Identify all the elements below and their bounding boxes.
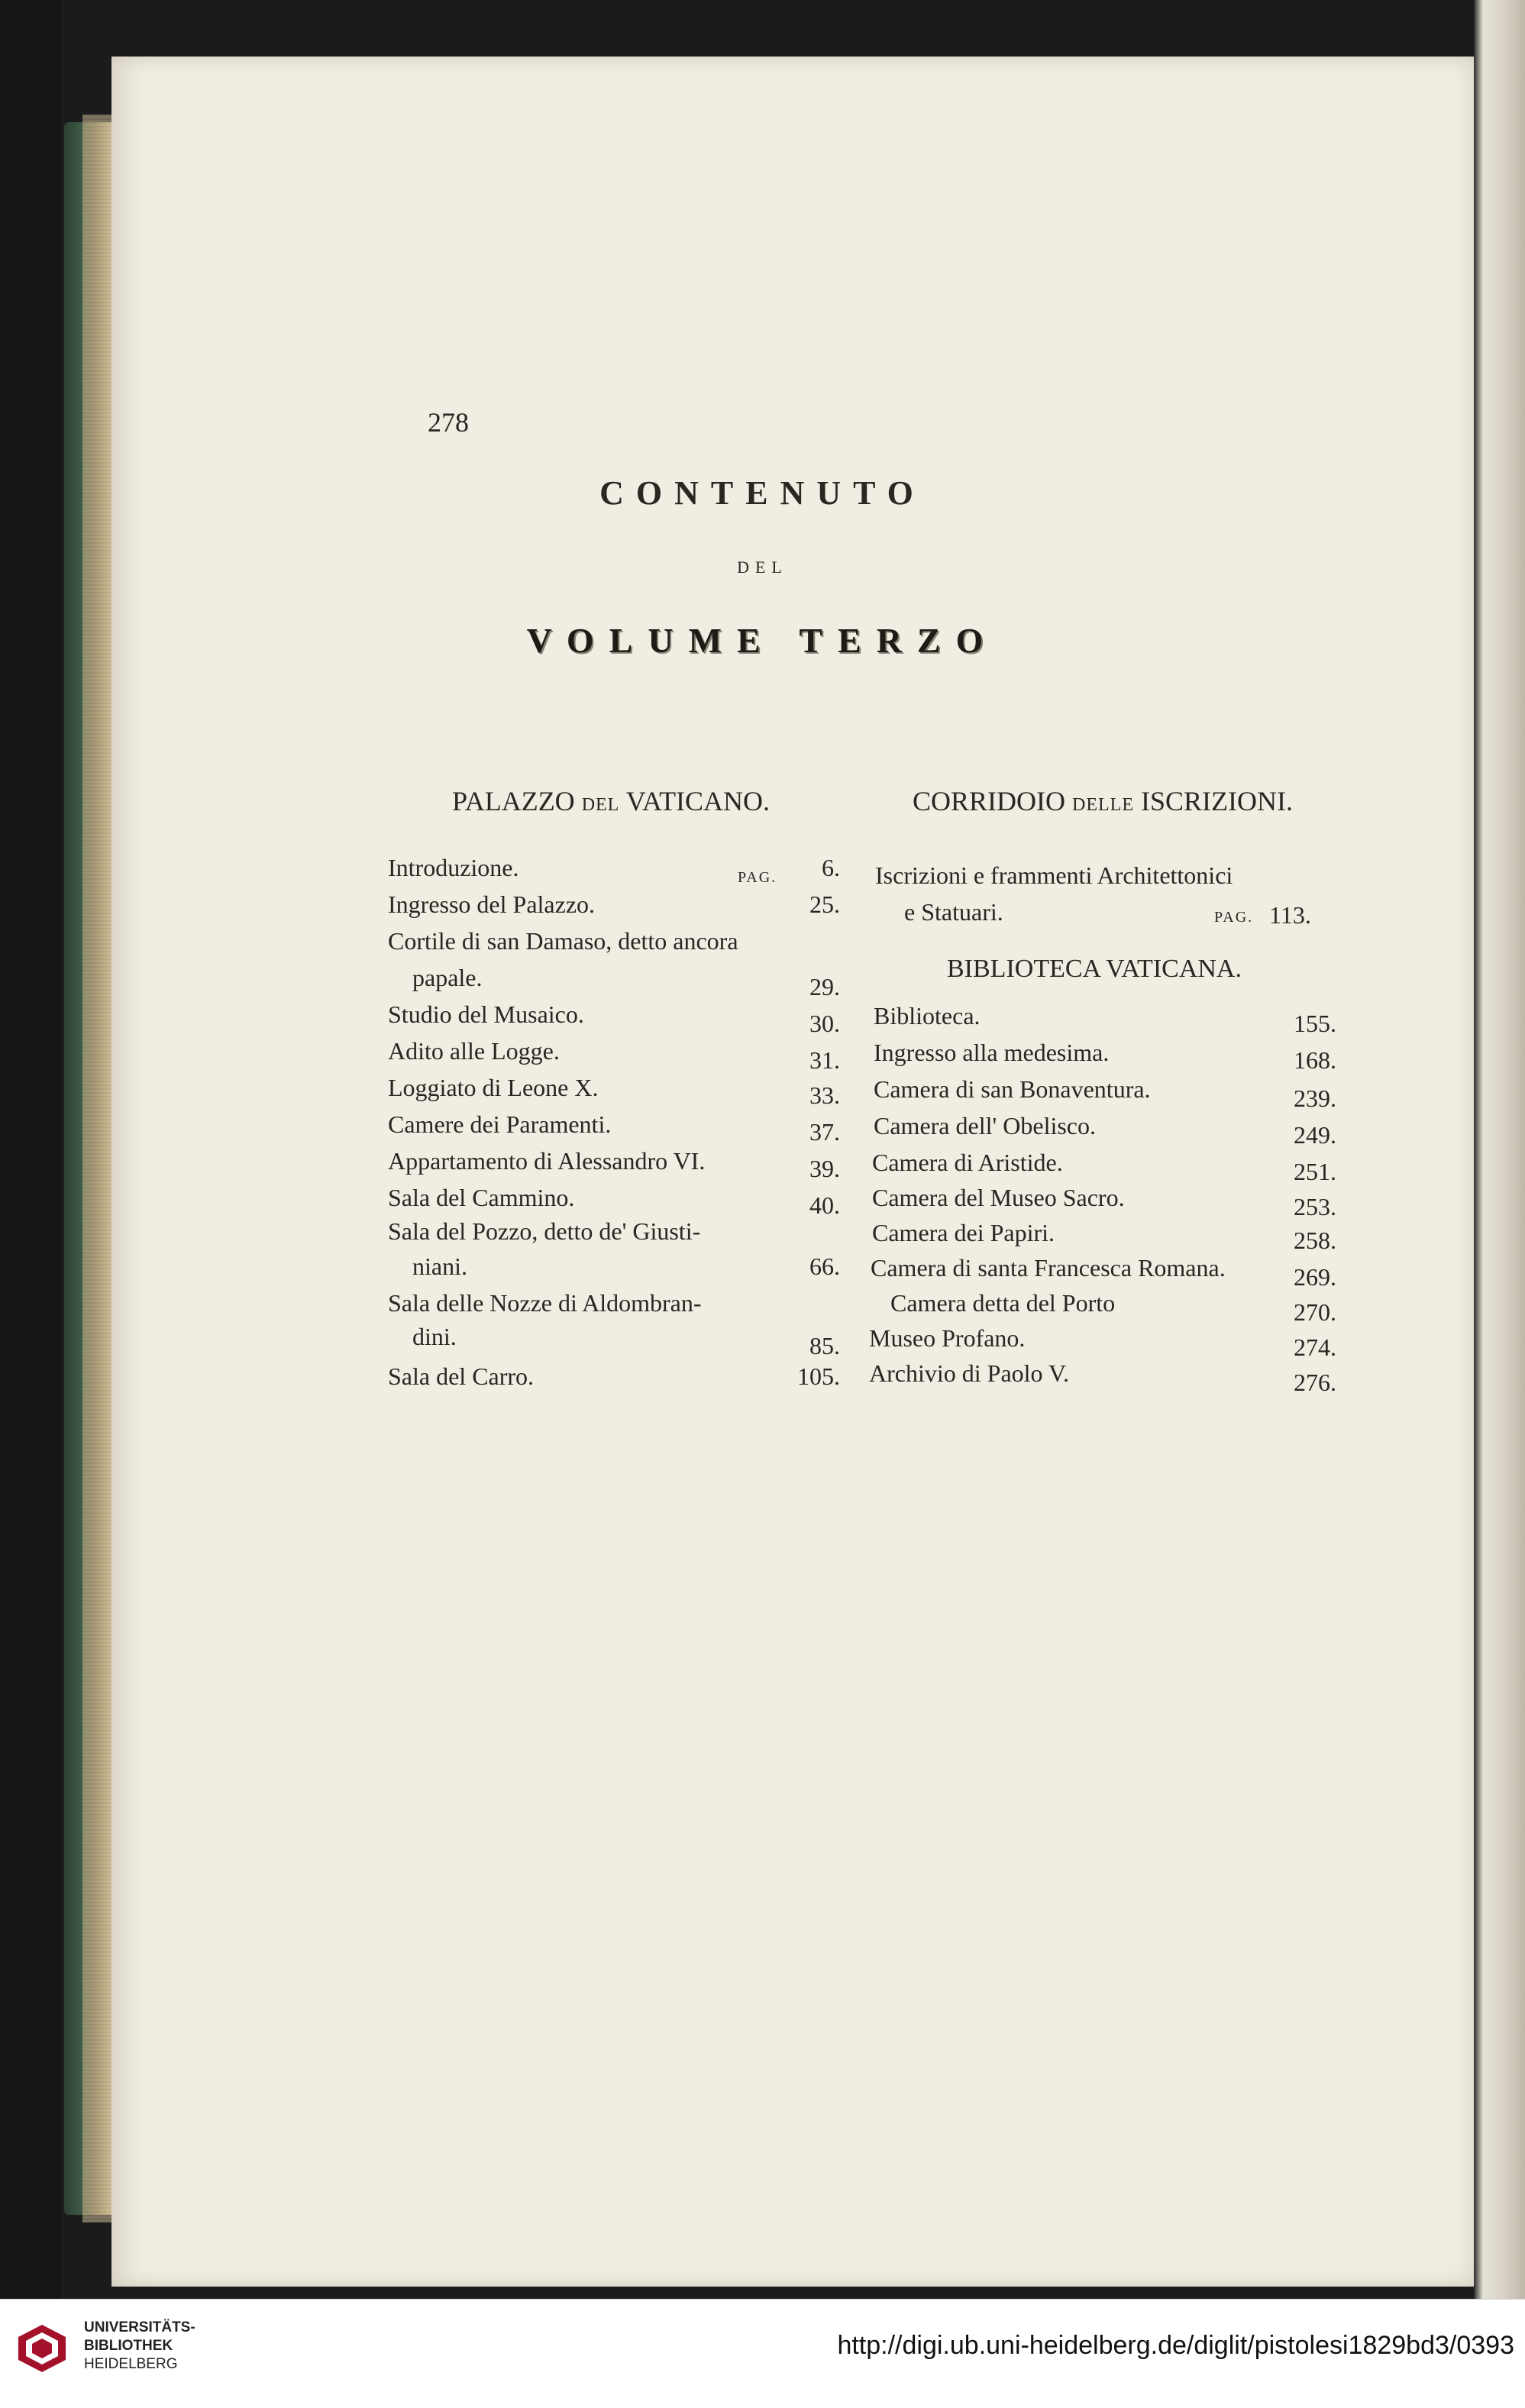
left-entry-page: 6. [822, 854, 840, 881]
left-entry-text: Sala del Carro. [388, 1362, 535, 1390]
right-entry-text: Camera di santa Francesca Romana. [871, 1254, 1226, 1282]
left-entry-page: 39. [809, 1155, 840, 1182]
right-entry-text: Camera di Aristide. [872, 1149, 1063, 1176]
right-entry-text: Camera di san Bonaventura. [874, 1075, 1151, 1103]
right-entry-page: 270. [1294, 1298, 1336, 1326]
right-entry-page: 155. [1294, 1010, 1336, 1037]
right-entry-page: 168. [1294, 1046, 1336, 1074]
left-entry-text: Introduzione. [388, 854, 519, 881]
right-entry-text: Archivio di Paolo V. [869, 1359, 1069, 1387]
left-entry-text: niani. [412, 1252, 467, 1280]
right-entry-page: 253. [1294, 1193, 1336, 1220]
page-title: CONTENUTO [599, 474, 926, 512]
left-entry-page: 105. [797, 1362, 840, 1390]
left-entry-page: 33. [809, 1081, 840, 1109]
volume-title: VOLUME TERZO [526, 621, 999, 660]
right-entry-page: 258. [1294, 1227, 1336, 1254]
left-entry-page: 40. [809, 1191, 840, 1219]
right-entry-text: Museo Profano. [869, 1324, 1026, 1352]
left-pag-label: PAG. [738, 869, 777, 886]
right-entry-text: Biblioteca. [874, 1002, 981, 1029]
source-url-link[interactable]: http://digi.ub.uni-heidelberg.de/diglit/pistolesi1829bd3/0393 [837, 2331, 1514, 2360]
right-entry-page: 274. [1294, 1333, 1336, 1361]
right-entry-page: 269. [1294, 1263, 1336, 1291]
left-entry-text: Sala del Cammino. [388, 1184, 575, 1211]
left-heading-small: DEL [581, 795, 620, 815]
left-heading-post: VATICANO. [625, 786, 771, 816]
left-entry-text: Sala del Pozzo, detto de' Giusti- [388, 1217, 701, 1245]
right-entry-text: Camera dei Papiri. [872, 1219, 1055, 1246]
left-entry-text: dini. [412, 1323, 457, 1350]
iscrizioni-entry-line1: Iscrizioni e frammenti Architettonici [875, 861, 1233, 889]
left-column-heading [452, 785, 770, 817]
iscrizioni-entry-line2: e Statuari. [904, 898, 1003, 926]
left-entry-text: Loggiato di Leone X. [388, 1074, 599, 1101]
biblioteca-heading: BIBLIOTECA VATICANA. [947, 955, 1242, 983]
library-name [84, 2319, 195, 2374]
right-entry-page: 276. [1294, 1369, 1336, 1396]
iscrizioni-pag-label: PAG. [1214, 909, 1254, 926]
left-entry-text: Adito alle Logge. [388, 1037, 560, 1065]
left-entry-page: 66. [809, 1252, 840, 1280]
right-entry-text: Camera dell' Obelisco. [874, 1112, 1096, 1139]
page-number: 278 [428, 407, 469, 438]
adjacent-page-edge [1474, 0, 1525, 2299]
left-entry-page: 31. [809, 1046, 840, 1074]
left-entry-text: Studio del Musaico. [388, 1000, 584, 1028]
right-entry-page: 239. [1294, 1084, 1336, 1112]
right-entry-page: 249. [1294, 1121, 1336, 1149]
left-entry-page: 37. [809, 1118, 840, 1146]
left-entry-text: Appartamento di Alessandro VI. [388, 1147, 706, 1175]
left-entry-page: 29. [809, 973, 840, 1000]
left-entry-text: papale. [412, 964, 483, 991]
left-entry-text: Camere dei Paramenti. [388, 1110, 612, 1138]
left-entry-text: Sala delle Nozze di Aldombran- [388, 1289, 702, 1317]
library-name-line3: HEIDELBERG [84, 2356, 178, 2372]
library-name-line1: UNIVERSITÄTS- [84, 2319, 195, 2335]
left-entry-page: 30. [809, 1010, 840, 1037]
page-subtitle: DEL [737, 558, 788, 577]
right-entry-text: Camera del Museo Sacro. [872, 1184, 1125, 1211]
library-name-line2: BIBLIOTHEK [84, 2338, 173, 2354]
right-heading-small: DELLE [1072, 795, 1134, 815]
right-entry-text: Ingresso alla medesima. [874, 1039, 1110, 1066]
left-entry-page: 85. [809, 1332, 840, 1359]
left-entry-text: Ingresso del Palazzo. [388, 890, 596, 918]
library-logo-icon [15, 2322, 69, 2375]
page-stack-edge [82, 115, 113, 2222]
left-heading-pre: PALAZZO [452, 786, 575, 816]
iscrizioni-page: 113. [1269, 901, 1311, 929]
left-entry-text: Cortile di san Damaso, detto ancora [388, 927, 738, 955]
left-entry-page: 25. [809, 890, 840, 918]
right-entry-page: 251. [1294, 1158, 1336, 1185]
scan-background [0, 0, 61, 2299]
right-column-heading [913, 785, 1293, 817]
right-entry-text: Camera detta del Porto [890, 1289, 1116, 1317]
right-heading-post: ISCRIZIONI. [1141, 786, 1293, 816]
right-heading-pre: CORRIDOIO [913, 786, 1066, 816]
